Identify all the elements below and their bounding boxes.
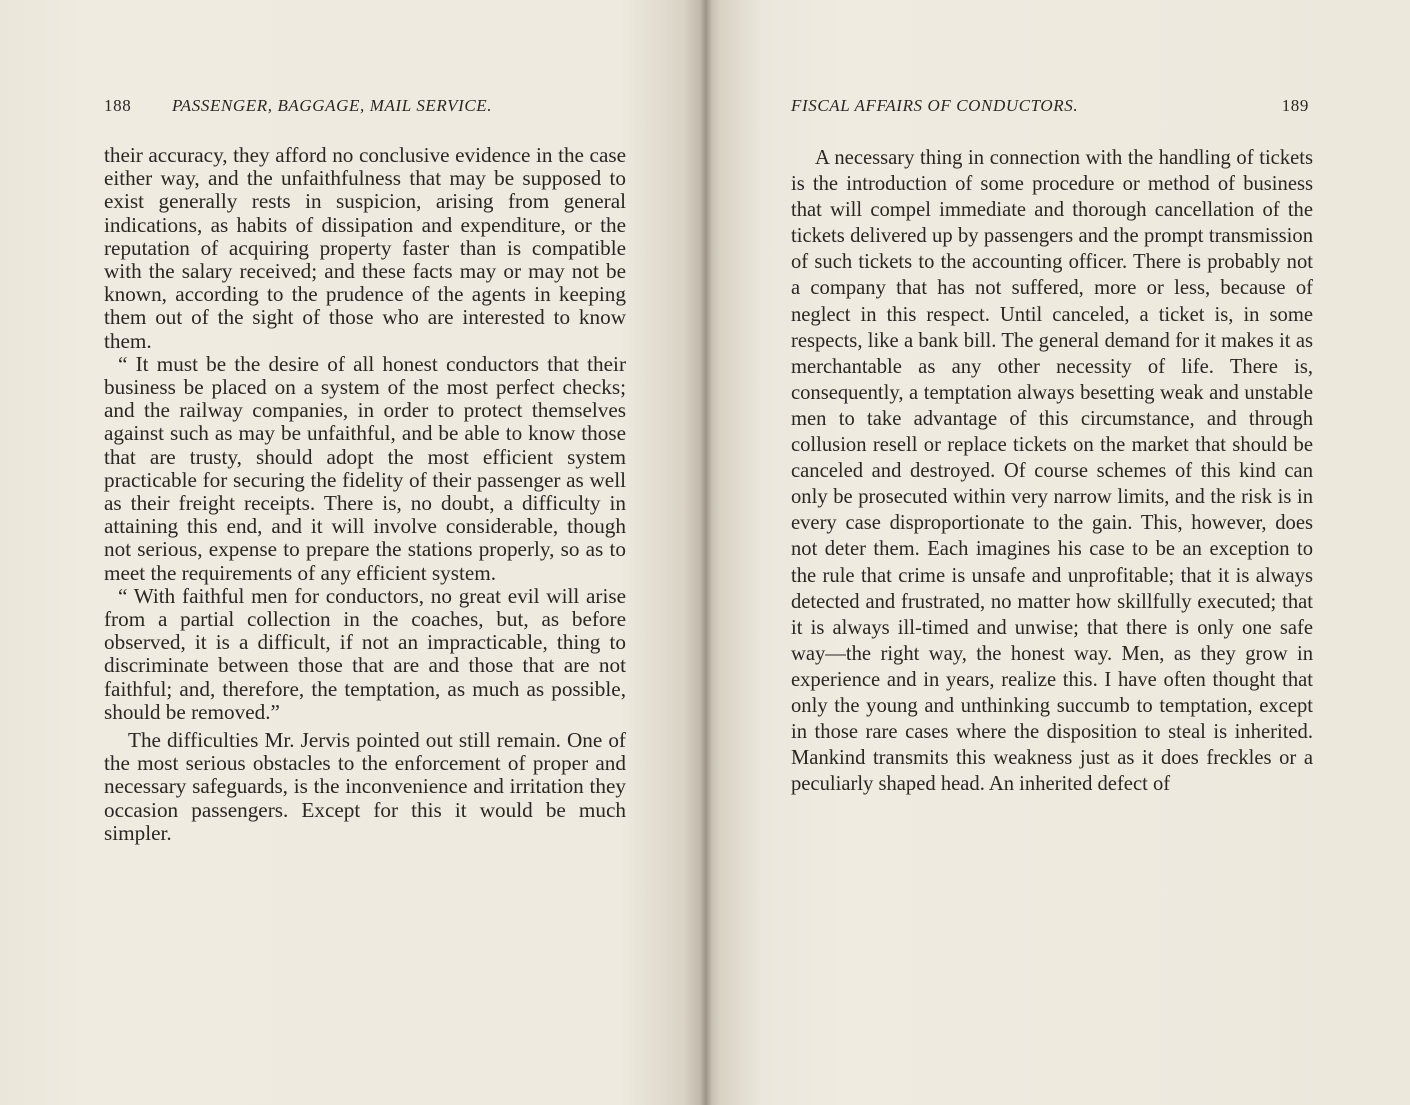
right-page [705, 0, 1410, 1105]
left-paragraph-3: “ With faithful men for conductors, no great evil will arise from a partial collection in the coaches, but, as before observed, it is a difficult, if not an impracticable, thing to discriminate between those that are and those that are not faithful; and, therefore, the temptation, as much as possible, should be removed.” [104, 583, 626, 724]
right-page-number: 189 [1281, 96, 1309, 115]
left-body-text [104, 144, 626, 845]
left-paragraph-4: The difficulties Mr. Jervis pointed out still remain. One of the most serious obstacles to the enforcement of proper and necessary safeguards, is the inconvenience and irritation they occasion passengers. Except for this it would be much simpler. [104, 728, 626, 845]
right-running-title: FISCAL AFFAIRS OF CONDUCTORS. [791, 96, 1079, 115]
left-page-number: 188 [104, 96, 132, 115]
right-body-text [791, 145, 1313, 797]
left-running-title: PASSENGER, BAGGAGE, MAIL SERVICE. [172, 96, 493, 115]
left-paragraph-1: their accuracy, they afford no conclusive evidence in the case either way, and the unfaithfulness that may be supposed to exist generally rests in suspicion, arising from general indications, as habits of dissipation and expenditure, or the reputation of acquiring property faster than is compatible with the salary received; and these facts may or may not be known, according to the prudence of the agents in keeping them out of the sight of those who are interested to know them. [104, 143, 626, 353]
right-paragraph-1: A necessary thing in connection with the handling of tickets is the introduction of some procedure or method of business that will compel immediate and thorough cancellation of the tickets delivered up by passengers and the prompt transmission of such tickets to the accounting officer. There is probably not a company that has not suffered, more or less, because of neglect in this respect. Until canceled, a ticket is, in some respects, like a bank bill. The general demand for it makes it as merchantable as any other necessity of life. There is, consequently, a temptation always besetting weak and unstable men to take advantage of this circumstance, and through collusion resell or replace tickets on the market that should be canceled and destroyed. Of course schemes of this kind can only be prosecuted within very narrow limits, and the risk is in every case disproportionate to the gain. This, however, does not deter them. Each imagines his case to be an exception to the rule that crime is unsafe and unprofitable; that it is always detected and frustrated, no matter how skillfully executed; that it is always ill-timed and unwise; that there is only one safe way—the right way, the honest way. Men, as they grow in experience and in years, realize this. I have often thought that only the young and unthinking succumb to temptation, except in those rare cases where the disposition to steal is inherited. Mankind transmits this weakness just as it does freckles or a peculiarly shaped head. An inherited defect of [791, 147, 1313, 796]
left-paragraph-2: “ It must be the desire of all honest conductors that their business be placed on a system of the most perfect checks; and the railway companies, in order to protect themselves against such as may be unfaithful, and be able to know those that are trusty, should adopt the most efficient system practicable for securing the fidelity of their passenger as well as their freight receipts. There is, no doubt, a difficulty in attaining this end, and it will involve considerable, though not serious, expense to prepare the stations properly, so as to meet the requirements of any efficient system. [104, 351, 626, 585]
